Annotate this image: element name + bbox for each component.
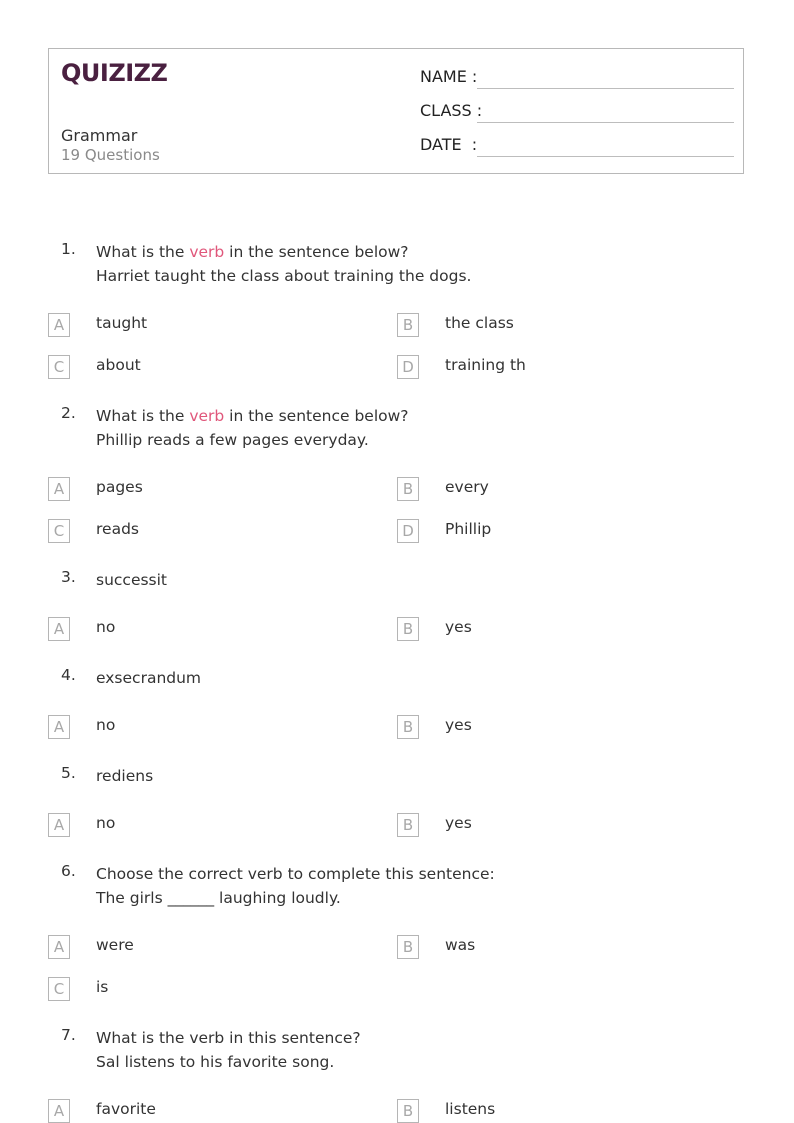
option-text: about	[96, 356, 141, 374]
option-text: no	[96, 814, 116, 832]
option-4b[interactable]	[397, 715, 697, 739]
option-2a[interactable]	[48, 477, 348, 501]
worksheet-header	[48, 48, 744, 174]
option-4a[interactable]	[48, 715, 348, 739]
option-2c[interactable]	[48, 519, 348, 543]
option-text: every	[445, 478, 489, 496]
option-letter-box[interactable]: A	[48, 477, 70, 501]
class-label: CLASS :	[420, 101, 483, 120]
question-text: What is the verb in this sentence? Sal listens to his favorite song.	[96, 1029, 361, 1071]
date-line[interactable]	[477, 156, 734, 157]
option-letter-box[interactable]: B	[397, 715, 419, 739]
option-1c[interactable]	[48, 355, 348, 379]
option-text: Phillip	[445, 520, 492, 538]
option-letter-box[interactable]: C	[48, 977, 70, 1001]
option-letter-box[interactable]: B	[397, 313, 419, 337]
option-text: was	[445, 936, 476, 954]
option-letter-box[interactable]: C	[48, 519, 70, 543]
worksheet-title: Grammar	[61, 126, 138, 145]
highlight-word: verb	[189, 243, 225, 261]
option-text: listens	[445, 1100, 496, 1118]
option-letter-box[interactable]: A	[48, 715, 70, 739]
date-field[interactable]	[420, 135, 734, 159]
option-text: yes	[445, 814, 472, 832]
name-label: NAME :	[420, 67, 478, 86]
option-text: taught	[96, 314, 148, 332]
option-text: yes	[445, 716, 472, 734]
option-text: is	[96, 978, 109, 996]
option-letter-box[interactable]: A	[48, 313, 70, 337]
option-1b[interactable]	[397, 313, 697, 337]
question-text: exsecrandum	[96, 669, 202, 687]
highlight-word: verb	[189, 407, 225, 425]
name-line[interactable]	[477, 88, 734, 89]
option-letter-box[interactable]: C	[48, 355, 70, 379]
option-2d[interactable]	[397, 519, 697, 543]
question-number: 1.	[61, 240, 76, 258]
option-letter-box[interactable]: A	[48, 1099, 70, 1123]
option-letter-box[interactable]: A	[48, 617, 70, 641]
quizizz-logo: QUIZIZZ	[61, 59, 168, 87]
question-text: What is the verb in the sentence below? Harriet taught the class about training the dogs.	[96, 243, 472, 285]
option-text: yes	[445, 618, 472, 636]
question-number: 7.	[61, 1026, 76, 1044]
option-6a[interactable]	[48, 935, 348, 959]
question-count: 19 Questions	[61, 146, 160, 164]
option-5a[interactable]	[48, 813, 348, 837]
option-3b[interactable]	[397, 617, 697, 641]
option-7b[interactable]	[397, 1099, 697, 1123]
name-field[interactable]	[420, 67, 734, 91]
question-text: What is the verb in the sentence below? Phillip reads a few pages everyday.	[96, 407, 409, 449]
option-letter-box[interactable]: D	[397, 519, 419, 543]
option-text: the class	[445, 314, 514, 332]
option-letter-box[interactable]: B	[397, 935, 419, 959]
option-text: reads	[96, 520, 139, 538]
option-text: pages	[96, 478, 143, 496]
question-number: 4.	[61, 666, 76, 684]
option-letter-box[interactable]: A	[48, 813, 70, 837]
option-5b[interactable]	[397, 813, 697, 837]
class-field[interactable]	[420, 101, 734, 125]
option-text: training th	[445, 356, 526, 374]
option-letter-box[interactable]: B	[397, 1099, 419, 1123]
option-7a[interactable]	[48, 1099, 348, 1123]
option-text: favorite	[96, 1100, 156, 1118]
date-label: DATE :	[420, 135, 478, 154]
option-letter-box[interactable]: D	[397, 355, 419, 379]
option-text: no	[96, 618, 116, 636]
option-text: were	[96, 936, 134, 954]
option-letter-box[interactable]: B	[397, 813, 419, 837]
question-text: Choose the correct verb to complete this sentence: The girls ______ laughing loudly.	[96, 865, 495, 907]
question-number: 6.	[61, 862, 76, 880]
option-letter-box[interactable]: A	[48, 935, 70, 959]
class-line[interactable]	[477, 122, 734, 123]
option-3a[interactable]	[48, 617, 348, 641]
option-6b[interactable]	[397, 935, 697, 959]
question-text: rediens	[96, 767, 154, 785]
option-letter-box[interactable]: B	[397, 477, 419, 501]
question-number: 5.	[61, 764, 76, 782]
option-1d[interactable]	[397, 355, 697, 379]
question-number: 2.	[61, 404, 76, 422]
option-text: no	[96, 716, 116, 734]
option-2b[interactable]	[397, 477, 697, 501]
option-1a[interactable]	[48, 313, 348, 337]
option-letter-box[interactable]: B	[397, 617, 419, 641]
option-6c[interactable]	[48, 977, 348, 1001]
question-number: 3.	[61, 568, 76, 586]
question-text: successit	[96, 571, 168, 589]
